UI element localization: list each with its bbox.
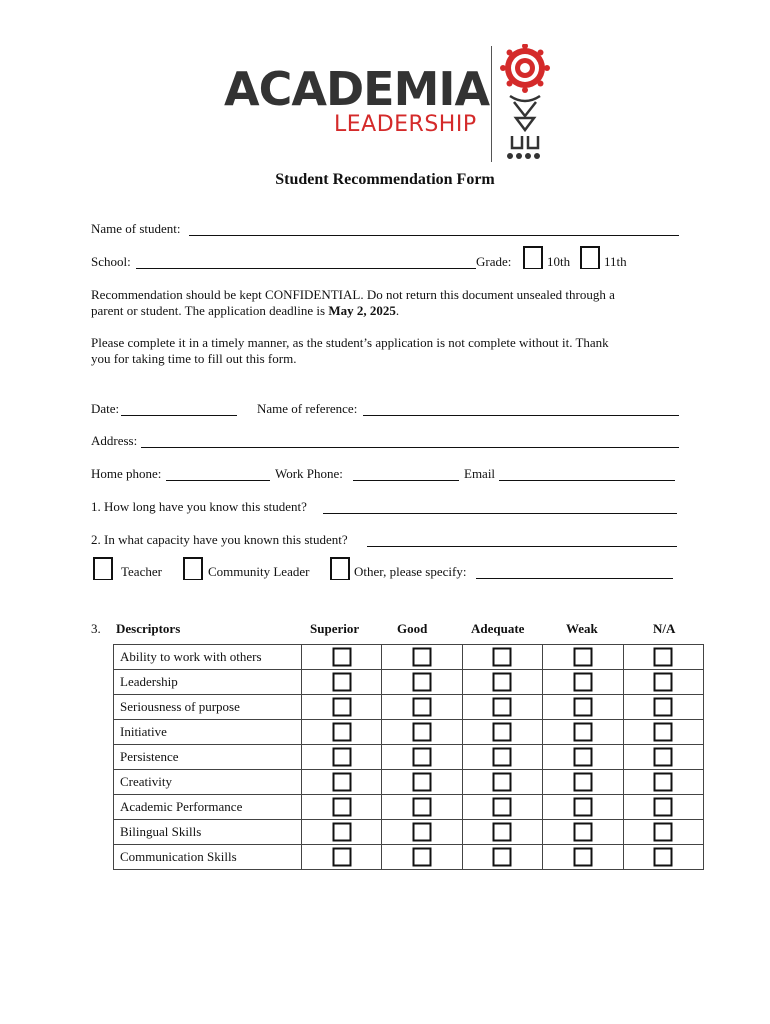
rating-cell — [462, 720, 542, 745]
rating-checkbox-weak[interactable] — [573, 848, 592, 867]
rating-cell — [382, 695, 462, 720]
rating-cell — [623, 670, 703, 695]
descriptor-label: Bilingual Skills — [114, 820, 302, 845]
descriptor-label: Seriousness of purpose — [114, 695, 302, 720]
rating-cell — [462, 770, 542, 795]
rating-cell — [382, 770, 462, 795]
rating-checkbox-na[interactable] — [654, 698, 673, 717]
rating-checkbox-superior[interactable] — [332, 723, 351, 742]
rating-checkbox-na[interactable] — [654, 798, 673, 817]
address-label: Address: — [91, 433, 138, 448]
rating-checkbox-superior[interactable] — [332, 823, 351, 842]
request-line-2: you for taking time to fill out this form. — [91, 351, 297, 366]
rating-checkbox-good[interactable] — [413, 748, 432, 767]
rating-cell — [302, 670, 382, 695]
request-line-1: Please complete it in a timely manner, as the student’s application is not complete without it. Thank — [91, 335, 609, 350]
rating-cell — [543, 645, 623, 670]
grade-10th-label: 10th — [547, 254, 571, 269]
rating-cell — [543, 770, 623, 795]
work-phone-field[interactable] — [353, 480, 459, 481]
rating-cell — [462, 795, 542, 820]
rating-checkbox-superior[interactable] — [332, 848, 351, 867]
rating-cell — [302, 745, 382, 770]
question-3-number: 3. — [91, 621, 101, 636]
descriptors-heading: Descriptors — [116, 621, 181, 636]
rating-checkbox-na[interactable] — [654, 848, 673, 867]
rating-checkbox-weak[interactable] — [573, 773, 592, 792]
rating-cell — [302, 770, 382, 795]
rating-cell — [462, 670, 542, 695]
descriptor-label: Academic Performance — [114, 795, 302, 820]
rating-checkbox-na[interactable] — [654, 748, 673, 767]
brand-leadership: LEADERSHIP — [334, 112, 477, 137]
form-title: Student Recommendation Form — [275, 171, 495, 188]
rating-cell — [382, 845, 462, 870]
column-good: Good — [397, 621, 428, 636]
rating-checkbox-adequate[interactable] — [493, 673, 512, 692]
rating-checkbox-good[interactable] — [413, 648, 432, 667]
descriptor-label: Initiative — [114, 720, 302, 745]
work-phone-label: Work Phone: — [275, 466, 343, 481]
rating-cell — [623, 770, 703, 795]
rating-checkbox-superior[interactable] — [332, 698, 351, 717]
descriptor-row — [114, 795, 704, 820]
rating-checkbox-good[interactable] — [413, 673, 432, 692]
rating-checkbox-adequate[interactable] — [493, 748, 512, 767]
rating-checkbox-adequate[interactable] — [493, 848, 512, 867]
rating-checkbox-na[interactable] — [654, 823, 673, 842]
grade-11th-checkbox[interactable] — [580, 246, 600, 268]
rating-checkbox-na[interactable] — [654, 723, 673, 742]
rating-checkbox-weak[interactable] — [573, 798, 592, 817]
rating-checkbox-good[interactable] — [413, 773, 432, 792]
grade-11th-label: 11th — [604, 254, 627, 269]
capacity-other-checkbox[interactable] — [330, 557, 350, 579]
grade-10th-checkbox[interactable] — [523, 246, 543, 268]
capacity-community-leader-label: Community Leader — [208, 564, 310, 579]
date-field[interactable] — [121, 415, 237, 416]
date-label: Date: — [91, 401, 120, 416]
rating-checkbox-good[interactable] — [413, 698, 432, 717]
rating-checkbox-weak[interactable] — [573, 748, 592, 767]
rating-checkbox-adequate[interactable] — [493, 648, 512, 667]
notice-line-2-end: . — [395, 303, 400, 318]
reference-field[interactable] — [363, 415, 679, 416]
descriptor-label: Creativity — [114, 770, 302, 795]
descriptor-label: Leadership — [114, 670, 302, 695]
rating-cell — [302, 820, 382, 845]
grade-label: Grade: — [476, 254, 512, 269]
brand-academia: ACADEMIA — [224, 62, 490, 116]
column-weak: Weak — [566, 621, 598, 636]
capacity-field[interactable] — [367, 546, 677, 547]
descriptor-row — [114, 845, 704, 870]
rating-cell — [623, 695, 703, 720]
capacity-other-label: Other, please specify: — [354, 564, 467, 579]
column-na: N/A — [653, 621, 676, 636]
rating-cell — [623, 795, 703, 820]
home-phone-field[interactable] — [166, 480, 270, 481]
rating-cell — [302, 645, 382, 670]
rating-checkbox-superior[interactable] — [332, 798, 351, 817]
rating-cell — [302, 720, 382, 745]
rating-cell — [543, 720, 623, 745]
question-capacity: 2. In what capacity have you known this student? — [91, 532, 348, 547]
rating-cell — [382, 820, 462, 845]
rating-checkbox-adequate[interactable] — [493, 798, 512, 817]
descriptors-table — [113, 644, 704, 870]
descriptor-row — [114, 820, 704, 845]
capacity-teacher-label: Teacher — [121, 564, 162, 579]
column-adequate: Adequate — [471, 621, 525, 636]
reference-label: Name of reference: — [257, 401, 358, 416]
rating-checkbox-weak[interactable] — [573, 673, 592, 692]
notice-line-2: parent or student. The application deadline is — [91, 303, 329, 318]
descriptor-label: Ability to work with others — [114, 645, 302, 670]
confidential-notice — [91, 287, 691, 319]
rating-cell — [382, 645, 462, 670]
rating-checkbox-superior[interactable] — [332, 648, 351, 667]
rating-cell — [462, 845, 542, 870]
rating-cell — [462, 645, 542, 670]
column-superior: Superior — [310, 621, 360, 636]
address-field[interactable] — [141, 447, 679, 448]
descriptor-label: Persistence — [114, 745, 302, 770]
rating-cell — [543, 795, 623, 820]
rating-checkbox-na[interactable] — [654, 648, 673, 667]
name-of-student-label: Name of student: — [91, 221, 181, 236]
capacity-community-leader-checkbox[interactable] — [183, 557, 203, 579]
deadline-date: May 2, 2025 — [328, 303, 396, 318]
rating-cell — [623, 745, 703, 770]
rating-checkbox-weak[interactable] — [573, 723, 592, 742]
rating-checkbox-superior[interactable] — [332, 748, 351, 767]
rating-cell — [382, 670, 462, 695]
rating-checkbox-good[interactable] — [413, 723, 432, 742]
capacity-teacher-checkbox[interactable] — [93, 557, 113, 579]
rating-cell — [302, 695, 382, 720]
rating-cell — [623, 645, 703, 670]
rating-checkbox-adequate[interactable] — [493, 723, 512, 742]
notice-line-1: Recommendation should be kept CONFIDENTIAL. Do not return this document unsealed through a — [91, 287, 615, 302]
rating-checkbox-na[interactable] — [654, 673, 673, 692]
rating-cell — [543, 670, 623, 695]
rating-checkbox-weak[interactable] — [573, 698, 592, 717]
question-how-long: 1. How long have you know this student? — [91, 499, 307, 514]
rating-cell — [543, 695, 623, 720]
rating-checkbox-adequate[interactable] — [493, 823, 512, 842]
rating-checkbox-adequate[interactable] — [493, 698, 512, 717]
rating-checkbox-superior[interactable] — [332, 673, 351, 692]
rating-checkbox-weak[interactable] — [573, 823, 592, 842]
rating-checkbox-good[interactable] — [413, 798, 432, 817]
rating-cell — [462, 695, 542, 720]
rating-cell — [302, 795, 382, 820]
school-label: School: — [91, 254, 131, 269]
aztec-sun-emblem-icon — [500, 44, 550, 162]
rating-checkbox-good[interactable] — [413, 823, 432, 842]
rating-cell — [462, 820, 542, 845]
capacity-other-specify-field[interactable] — [476, 578, 673, 579]
rating-cell — [462, 745, 542, 770]
rating-checkbox-na[interactable] — [654, 773, 673, 792]
email-field[interactable] — [499, 480, 675, 481]
rating-cell — [623, 845, 703, 870]
completion-request — [91, 335, 691, 367]
rating-cell — [623, 820, 703, 845]
descriptor-row — [114, 770, 704, 795]
rating-checkbox-weak[interactable] — [573, 648, 592, 667]
logo-divider — [491, 46, 492, 162]
rating-cell — [382, 795, 462, 820]
descriptor-row — [114, 720, 704, 745]
rating-cell — [543, 745, 623, 770]
school-field[interactable] — [136, 268, 476, 269]
rating-cell — [543, 820, 623, 845]
rating-checkbox-adequate[interactable] — [493, 773, 512, 792]
descriptor-label: Communication Skills — [114, 845, 302, 870]
email-label: Email — [464, 466, 496, 481]
rating-cell — [623, 720, 703, 745]
rating-cell — [302, 845, 382, 870]
descriptor-row — [114, 670, 704, 695]
home-phone-label: Home phone: — [91, 466, 162, 481]
how-long-field[interactable] — [323, 513, 677, 514]
rating-cell — [382, 745, 462, 770]
rating-cell — [382, 720, 462, 745]
descriptor-row — [114, 695, 704, 720]
rating-checkbox-good[interactable] — [413, 848, 432, 867]
rating-cell — [543, 845, 623, 870]
descriptor-row — [114, 645, 704, 670]
rating-checkbox-superior[interactable] — [332, 773, 351, 792]
name-of-student-field[interactable] — [189, 235, 679, 236]
descriptor-row — [114, 745, 704, 770]
